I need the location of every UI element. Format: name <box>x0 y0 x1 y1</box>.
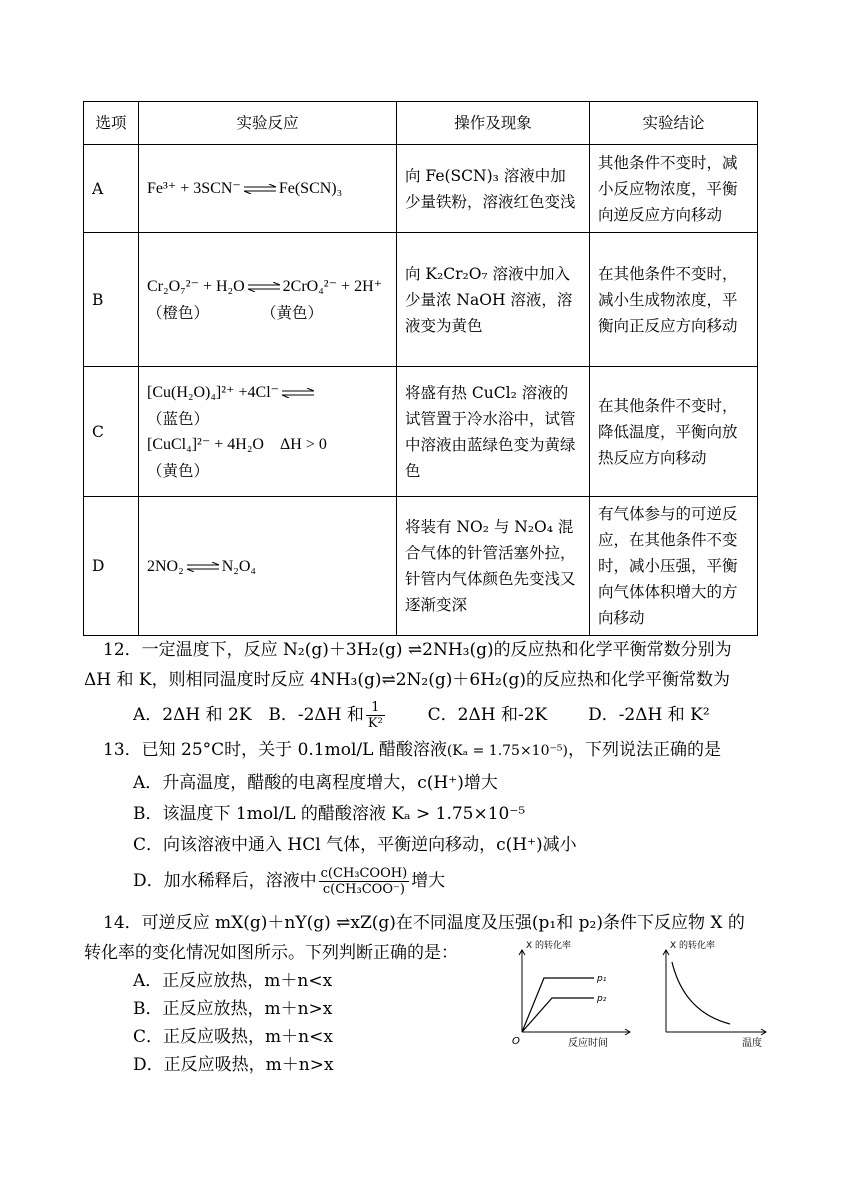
row-reaction <box>139 367 397 497</box>
q13-stem-text: 13．已知 25°C时，关于 0.1mol/L 醋酸溶液 <box>103 740 447 760</box>
q14-option-b[interactable]: B．正反应放热，m＋n>x <box>133 999 333 1019</box>
q12-stem-line2: ΔH 和 K，则相同温度时反应 4NH₃(g)⇌2N₂(g)＋6H₂(g)的反应热和化学平衡常数为 <box>84 670 730 690</box>
q12-option-a[interactable]: A．2ΔH 和 2K <box>133 705 252 725</box>
reaction-left: 2NO₂ <box>147 557 184 575</box>
graph-conversion-vs-time <box>508 936 638 1048</box>
q12-option-b[interactable] <box>268 700 387 731</box>
row-reaction <box>139 233 397 367</box>
reaction-left: Cr₂O₇²⁻ + H₂O <box>147 278 245 295</box>
fraction-denominator: c(CH₃COO⁻) <box>322 882 405 897</box>
q12-stem-line1: 12．一定温度下，反应 N₂(g)＋3H₂(g) ⇌2NH₃(g)的反应热和化学平衡常数分别为 <box>103 640 732 660</box>
q14-option-a[interactable]: A．正反应放热，m＋n<x <box>133 971 333 991</box>
row-operation: 将盛有热 CuCl₂ 溶液的试管置于冷水浴中，试管中溶液由蓝绿色变为黄绿色 <box>397 367 590 497</box>
color-right: （黄色） <box>261 304 324 322</box>
graph1-xlabel: 反应时间 <box>568 1038 608 1048</box>
equilibrium-arrow-icon <box>186 562 220 572</box>
fraction-numerator: c(CH₃COOH) <box>320 866 408 881</box>
table-row <box>84 367 758 497</box>
row-reaction <box>139 497 397 636</box>
experiment-table <box>83 101 758 636</box>
q13-option-d-text: D．加水稀释后，溶液中 <box>133 871 317 891</box>
color-left: （蓝色） <box>147 410 210 428</box>
fraction-denominator: K² <box>367 716 383 731</box>
graph2-xlabel: 温度 <box>742 1038 762 1048</box>
color-right: （黄色） <box>147 462 210 480</box>
row-conclusion: 在其他条件不变时，降低温度，平衡向放热反应方向移动 <box>590 367 758 497</box>
row-option: B <box>84 233 139 367</box>
q13-option-a[interactable]: A．升高温度，醋酸的电离程度增大，c(H⁺)增大 <box>133 773 498 793</box>
q12-options <box>133 700 710 731</box>
reaction-left: Fe³⁺ + 3SCN⁻ <box>147 180 241 197</box>
q12-option-c[interactable]: C．2ΔH 和-2K <box>427 705 548 725</box>
q14-option-d[interactable]: D．正反应吸热，m＋n>x <box>133 1055 334 1075</box>
equilibrium-arrow-icon <box>243 184 277 194</box>
equilibrium-arrow-icon <box>247 282 281 292</box>
q13-option-d[interactable] <box>133 866 445 897</box>
header-option: 选项 <box>84 102 139 145</box>
row-reaction <box>139 145 397 233</box>
q12-option-d[interactable]: D．-2ΔH 和 K² <box>588 705 710 725</box>
q13-stem <box>103 735 721 766</box>
reaction-right: 2CrO₄²⁻ + 2H⁺ <box>282 278 383 295</box>
q13-option-b[interactable]: B．该温度下 1mol/L 的醋酸溶液 Kₐ > 1.75×10⁻⁵ <box>133 804 526 824</box>
reaction-right: Fe(SCN)₃ <box>278 180 343 197</box>
header-operation: 操作及现象 <box>397 102 590 145</box>
q13-ka-value: (Kₐ = 1.75×10⁻⁵) <box>446 743 568 759</box>
q13-option-c[interactable]: C．向该溶液中通入 HCl 气体，平衡逆向移动，c(H⁺)减小 <box>133 835 577 855</box>
q14-option-c[interactable]: C．正反应吸热，m＋n<x <box>133 1027 333 1047</box>
reaction-right: N₂O₄ <box>221 557 256 575</box>
graph1-series-p1: p₁ <box>597 974 607 984</box>
table-row <box>84 233 758 367</box>
header-conclusion: 实验结论 <box>590 102 758 145</box>
row-conclusion: 在其他条件不变时，减小生成物浓度，平衡向正反应方向移动 <box>590 233 758 367</box>
row-operation: 向 Fe(SCN)₃ 溶液中加少量铁粉，溶液红色变浅 <box>397 145 590 233</box>
row-operation: 将装有 NO₂ 与 N₂O₄ 混合气体的针管活塞外拉，针管内气体颜色先变浅又逐渐变深 <box>397 497 590 636</box>
row-option: C <box>84 367 139 497</box>
curve-p2 <box>522 998 594 1032</box>
reaction-right: [CuCl₄]²⁻ + 4H₂O ΔH > 0 <box>147 436 327 453</box>
curve-p1 <box>522 978 594 1032</box>
curve-temperature <box>672 962 730 1024</box>
q13-option-d-fraction <box>319 866 410 897</box>
graph-conversion-vs-temperature <box>652 936 772 1048</box>
fraction-numerator: 1 <box>366 700 385 716</box>
color-left: （橙色） <box>147 304 210 322</box>
equilibrium-arrow-icon <box>281 388 315 398</box>
row-option: A <box>84 145 139 233</box>
table-header-row <box>84 102 758 145</box>
row-conclusion: 其他条件不变时，减小反应物浓度，平衡向逆反应方向移动 <box>590 145 758 233</box>
q14-stem-line1: 14．可逆反应 mX(g)＋nY(g) ⇌xZ(g)在不同温度及压强(p₁和 p₂)条件下反应物 X 的 <box>103 913 745 933</box>
q12-option-b-fraction <box>366 700 385 731</box>
table-row <box>84 145 758 233</box>
q14-stem-line2: 转化率的变化情况如图所示。下列判断正确的是： <box>84 943 458 963</box>
graph2-ylabel: X 的转化率 <box>670 941 716 951</box>
q13-stem-end: ，下列说法正确的是 <box>567 740 721 760</box>
reaction-left: [Cu(H₂O)₄]²⁺ +4Cl⁻ <box>147 384 280 401</box>
q12-option-b-text: B．-2ΔH 和 <box>268 705 364 725</box>
graph1-origin: O <box>512 1036 520 1047</box>
graph1-ylabel: X 的转化率 <box>526 941 572 951</box>
row-conclusion: 有气体参与的可逆反应，在其他条件不变时，减小压强，平衡向气体体积增大的方向移动 <box>590 497 758 636</box>
header-reaction: 实验反应 <box>139 102 397 145</box>
table-row <box>84 497 758 636</box>
row-operation: 向 K₂Cr₂O₇ 溶液中加入少量浓 NaOH 溶液，溶液变为黄色 <box>397 233 590 367</box>
row-option: D <box>84 497 139 636</box>
graph1-series-p2: p₂ <box>597 994 607 1004</box>
q13-option-d-end: 增大 <box>411 871 446 891</box>
